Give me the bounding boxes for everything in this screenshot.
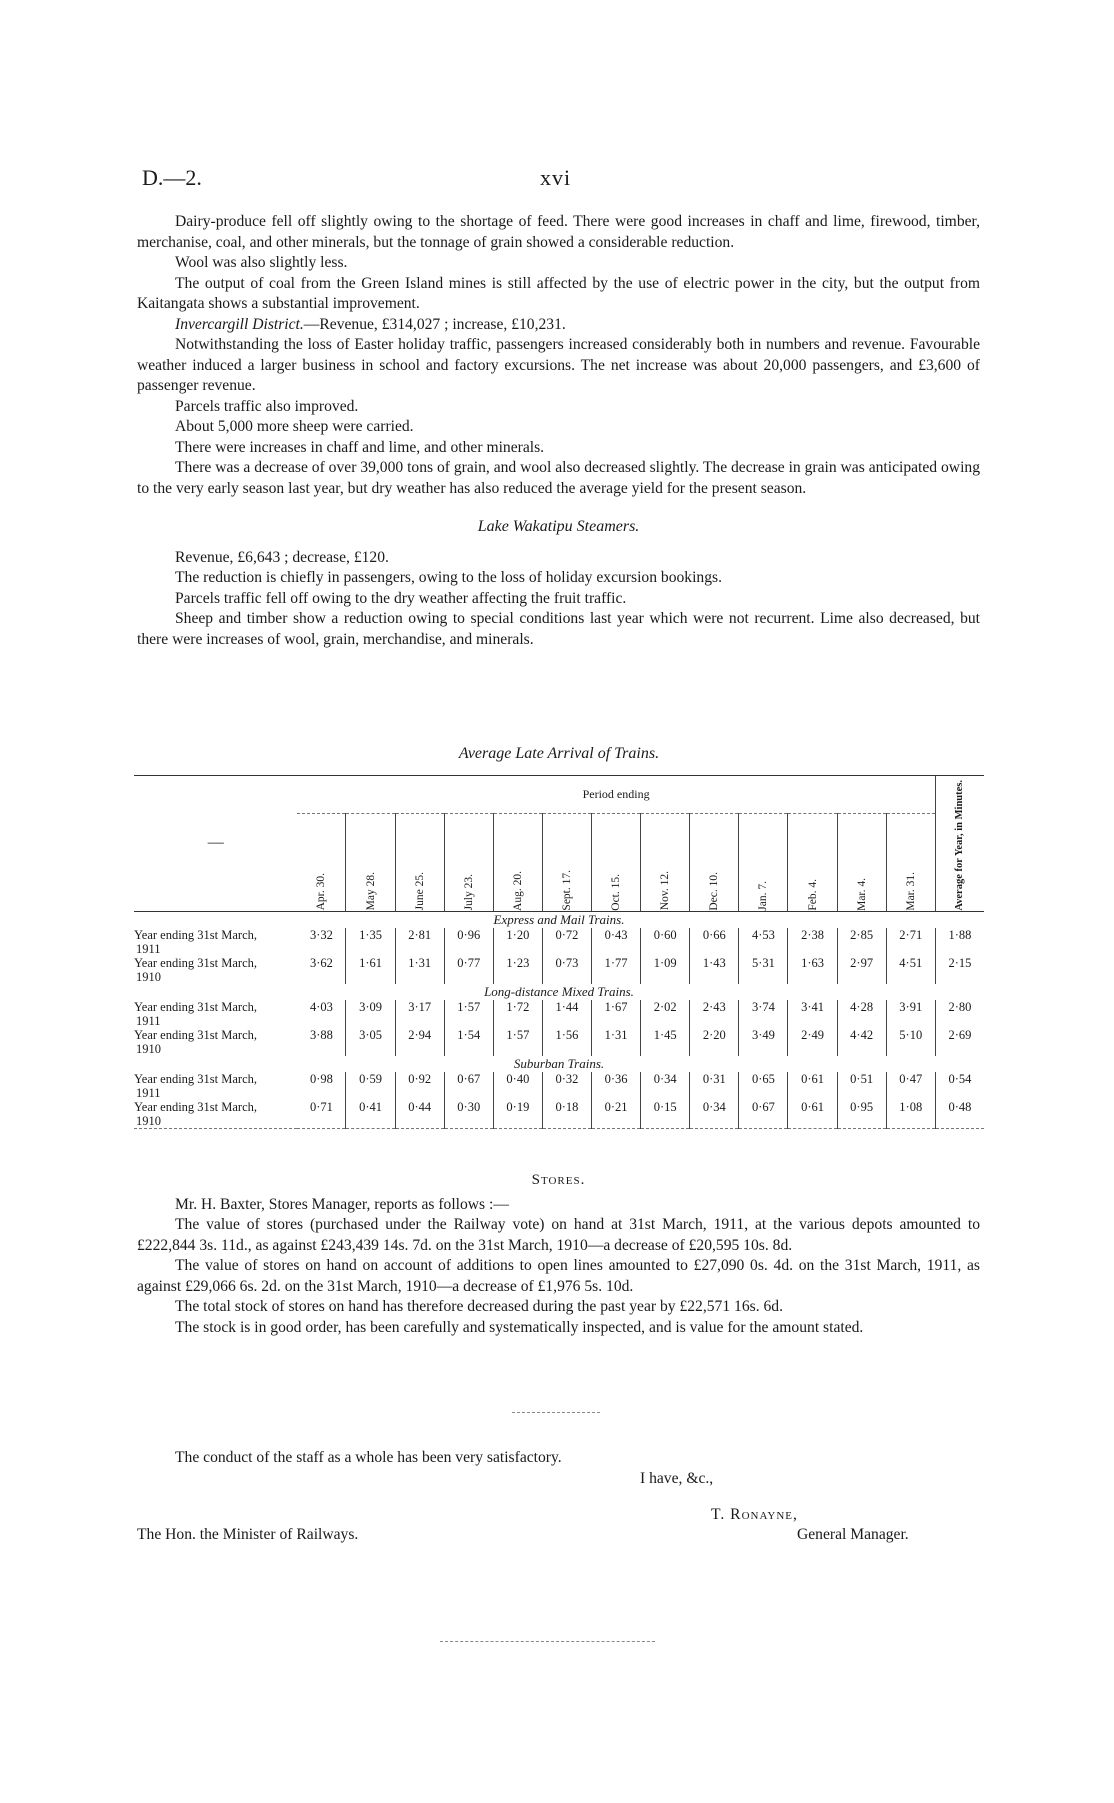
- table-cell: 0·66: [690, 928, 739, 956]
- table-cell: 1·72: [493, 1000, 542, 1028]
- column-header: Feb. 4.: [788, 814, 837, 912]
- page-number: xvi: [540, 165, 572, 190]
- column-header: Mar. 4.: [837, 814, 886, 912]
- table-cell: 1·31: [395, 956, 444, 984]
- paragraph: Notwithstanding the loss of Easter holiday traffic, passengers increased considerably both in numbers and revenue. Favourable weather induced a larger business in school and factory excursions. The net increase was about 20,000 passengers, and £3,600 of passenger revenue.: [137, 336, 980, 394]
- table-cell: 2·20: [690, 1028, 739, 1056]
- paragraph: Sheep and timber show a reduction owing to special conditions last year which were not recurrent. Lime also decreased, but there were increases of wool, grain, merchandise, and minerals.: [137, 610, 980, 648]
- paragraph: Wool was also slightly less.: [175, 254, 348, 271]
- table-cell: 2·80: [935, 1000, 984, 1028]
- table-cell: 0·51: [837, 1072, 886, 1100]
- section-row: [134, 1056, 984, 1072]
- column-header: June 25.: [395, 814, 444, 912]
- signer-title: General Manager.: [797, 1526, 909, 1543]
- table-cell: 2·38: [788, 928, 837, 956]
- table-cell: 3·49: [739, 1028, 788, 1056]
- table-cell: 0·59: [346, 1072, 395, 1100]
- table-cell: 2·02: [641, 1000, 690, 1028]
- table-cell: 0·34: [641, 1072, 690, 1100]
- table-cell: 2·94: [395, 1028, 444, 1056]
- table-cell: 0·54: [935, 1072, 984, 1100]
- stores-section: [137, 1170, 980, 1338]
- table-cell: 0·41: [346, 1100, 395, 1129]
- row-label: Year ending 31st March, 1910: [134, 1027, 258, 1056]
- table-cell: 0·72: [542, 928, 591, 956]
- column-header: Mar. 31.: [886, 814, 935, 912]
- paragraph: The value of stores (purchased under the Railway vote) on hand at 31st March, 1911, at the various depots amounted to £222,844 3s. 11d., as against £243,439 14s. 7d. on the 31st March, 1910—a decrease of £20,595 10s. 8d.: [137, 1216, 980, 1254]
- row-label: Year ending 31st March, 1911: [134, 1071, 258, 1100]
- table-cell: 0·67: [444, 1072, 493, 1100]
- table-cell: 4·42: [837, 1028, 886, 1056]
- table-cell: 2·43: [690, 1000, 739, 1028]
- table-cell: 1·43: [690, 956, 739, 984]
- divider: [512, 1412, 600, 1413]
- table-cell: 0·65: [739, 1072, 788, 1100]
- table-cell: 0·21: [592, 1100, 641, 1129]
- column-header: Nov. 12.: [641, 814, 690, 912]
- paragraph: There was a decrease of over 39,000 tons of grain, and wool also decreased slightly. The decrease in grain was anticipated owing to the very early season last year, but dry weather has also reduced the average yield for the present season.: [137, 459, 980, 497]
- table-cell: 0·92: [395, 1072, 444, 1100]
- table-cell: 4·53: [739, 928, 788, 956]
- section-row: [134, 984, 984, 1000]
- paragraph: The reduction is chiefly in passengers, owing to the loss of holiday excursion bookings.: [175, 569, 722, 586]
- district-heading-paragraph: [137, 315, 980, 336]
- table-cell: 3·88: [309, 1027, 333, 1042]
- table-cell: 3·74: [739, 1000, 788, 1028]
- district-label: Invercargill District.: [175, 315, 304, 333]
- column-header: Sept. 17.: [542, 814, 591, 912]
- table-cell: 0·36: [592, 1072, 641, 1100]
- stores-intro: Mr. H. Baxter, Stores Manager, reports as follows :—: [175, 1195, 509, 1213]
- table-cell: 0·32: [542, 1072, 591, 1100]
- table-cell: 1·57: [444, 1000, 493, 1028]
- paragraph: The total stock of stores on hand has therefore decreased during the past year by £22,571 16s. 6d.: [175, 1298, 783, 1315]
- table-row: [134, 1072, 984, 1100]
- end-rule: [440, 1641, 655, 1642]
- table-cell: 0·60: [641, 928, 690, 956]
- column-header: Oct. 15.: [592, 814, 641, 912]
- table-cell: 1·54: [444, 1028, 493, 1056]
- table-cell: 0·40: [493, 1072, 542, 1100]
- paragraph: The stock is in good order, has been carefully and systematically inspected, and is value for the amount stated.: [175, 1318, 864, 1336]
- paragraph: About 5,000 more sheep were carried.: [175, 418, 414, 435]
- table-cell: 1·23: [493, 956, 542, 984]
- table-cell: 1·45: [641, 1028, 690, 1056]
- table-cell: 1·56: [542, 1028, 591, 1056]
- table-cell: 4·03: [309, 999, 333, 1014]
- table-cell: 1·31: [592, 1028, 641, 1056]
- table-cell: 2·97: [837, 956, 886, 984]
- section-title: Suburban Trains.: [513, 1055, 605, 1071]
- late-arrival-table: [134, 775, 984, 1129]
- table-cell: 0·19: [493, 1100, 542, 1129]
- table-cell: 1·09: [641, 956, 690, 984]
- table-cell: 3·32: [309, 927, 333, 942]
- column-header: Dec. 10.: [690, 814, 739, 912]
- table-cell: 3·17: [395, 1000, 444, 1028]
- table-cell: 2·49: [788, 1028, 837, 1056]
- table-cell: 1·61: [346, 956, 395, 984]
- table-cell: 0·73: [542, 956, 591, 984]
- table-cell: 2·71: [886, 928, 935, 956]
- addressee: The Hon. the Minister of Railways.: [137, 1526, 359, 1543]
- table-cell: 0·18: [542, 1100, 591, 1129]
- column-header: Jan. 7.: [739, 814, 788, 912]
- table-cell: 3·05: [346, 1028, 395, 1056]
- table-cell: 1·35: [346, 928, 395, 956]
- table-cell: 3·41: [788, 1000, 837, 1028]
- row-label: Year ending 31st March, 1911: [134, 927, 258, 956]
- table-cell: 1·20: [493, 928, 542, 956]
- table-cell: 0·30: [444, 1100, 493, 1129]
- table-cell: 1·77: [592, 956, 641, 984]
- table-cell: 2·69: [935, 1028, 984, 1056]
- section-title: Express and Mail Trains.: [493, 911, 625, 927]
- table-cell: 5·31: [739, 956, 788, 984]
- paragraph: Revenue, £6,643 ; decrease, £120.: [175, 548, 389, 566]
- late-arrival-table-section: [134, 745, 984, 1129]
- table-cell: 0·98: [309, 1071, 333, 1086]
- table-cell: 0·95: [837, 1100, 886, 1129]
- table-cell: 0·15: [641, 1100, 690, 1129]
- paragraph: Parcels traffic also improved.: [175, 397, 359, 415]
- table-cell: 0·71: [297, 1100, 346, 1129]
- table-cell: 0·43: [592, 928, 641, 956]
- closing-section: [137, 1448, 980, 1565]
- closing-conduct: The conduct of the staff as a whole has been very satisfactory.: [175, 1449, 562, 1466]
- table-cell: 0·67: [739, 1100, 788, 1129]
- stores-heading: Stores.: [531, 1172, 586, 1188]
- table-cell: 3·62: [309, 955, 333, 970]
- row-label: Year ending 31st March, 1910: [134, 1100, 297, 1129]
- district-revenue: —Revenue, £314,027 ; increase, £10,231.: [303, 315, 566, 333]
- row-label: Year ending 31st March, 1911: [134, 999, 258, 1028]
- paragraph: Dairy-produce fell off slightly owing to the shortage of feed. There were good increases in chaff and lime, firewood, timber, merchanise, coal, and other minerals, but the tonnage of grain showed a considerable reduction.: [137, 213, 980, 251]
- closing-have: I have, &c.,: [640, 1469, 714, 1487]
- table-cell: 5·10: [886, 1028, 935, 1056]
- table-cell: 1·88: [935, 928, 984, 956]
- table-row: [134, 1028, 984, 1056]
- table-cell: 0·61: [788, 1100, 837, 1129]
- table-cell: 1·67: [592, 1000, 641, 1028]
- table-row: [134, 956, 984, 984]
- average-header: Average for Year, in Minutes.: [935, 776, 984, 911]
- table-cell: 2·15: [935, 956, 984, 984]
- table-cell: 3·91: [886, 1000, 935, 1028]
- paragraph: The output of coal from the Green Island mines is still affected by the use of electric power in the city, but the output from Kaitangata shows a substantial improvement.: [137, 274, 980, 312]
- table-cell: 2·85: [837, 928, 886, 956]
- table-cell: 0·61: [788, 1072, 837, 1100]
- table-cell: 1·08: [886, 1100, 935, 1129]
- column-header: May 28.: [346, 814, 395, 912]
- stub-header: —: [134, 776, 297, 911]
- table-cell: 0·34: [690, 1100, 739, 1129]
- table-cell: 1·57: [493, 1028, 542, 1056]
- table-cell: 2·81: [395, 928, 444, 956]
- paragraph: There were increases in chaff and lime, and other minerals.: [175, 438, 545, 456]
- table-cell: 0·47: [886, 1072, 935, 1100]
- table-cell: 0·48: [935, 1100, 984, 1129]
- table-row: [134, 1000, 984, 1028]
- period-header: Period ending: [297, 776, 935, 814]
- table-cell: 0·96: [444, 928, 493, 956]
- paragraph: The value of stores on hand on account of additions to open lines amounted to £27,090 0s. 4d. on the 31st March, 1911, as against £29,066 6s. 2d. on the 31st March, 1910—a decrease of £1,976 5s. 10d.: [137, 1257, 980, 1295]
- column-header: Aug. 20.: [493, 814, 542, 912]
- column-header: July 23.: [444, 814, 493, 912]
- signer-name: T. Ronayne,: [711, 1506, 798, 1523]
- report-text-top: [137, 212, 980, 650]
- table-cell: 1·63: [788, 956, 837, 984]
- section-row: [134, 911, 984, 928]
- page-reference: D.—2.: [142, 165, 202, 190]
- table-cell: 0·44: [395, 1100, 444, 1129]
- table-cell: 4·51: [886, 956, 935, 984]
- table-row: [134, 1100, 984, 1129]
- table-cell: 3·09: [346, 1000, 395, 1028]
- table-title: Average Late Arrival of Trains.: [458, 745, 660, 762]
- table-cell: 1·44: [542, 1000, 591, 1028]
- table-cell: 4·28: [837, 1000, 886, 1028]
- table-cell: 0·31: [690, 1072, 739, 1100]
- row-label: Year ending 31st March, 1910: [134, 955, 258, 984]
- column-header: Apr. 30.: [297, 814, 346, 912]
- paragraph: Parcels traffic fell off owing to the dry weather affecting the fruit traffic.: [175, 589, 627, 607]
- table-row: [134, 928, 984, 956]
- section-heading-wakatipu: Lake Wakatipu Steamers.: [477, 518, 640, 535]
- section-title: Long-distance Mixed Trains.: [484, 983, 634, 999]
- table-cell: 0·77: [444, 956, 493, 984]
